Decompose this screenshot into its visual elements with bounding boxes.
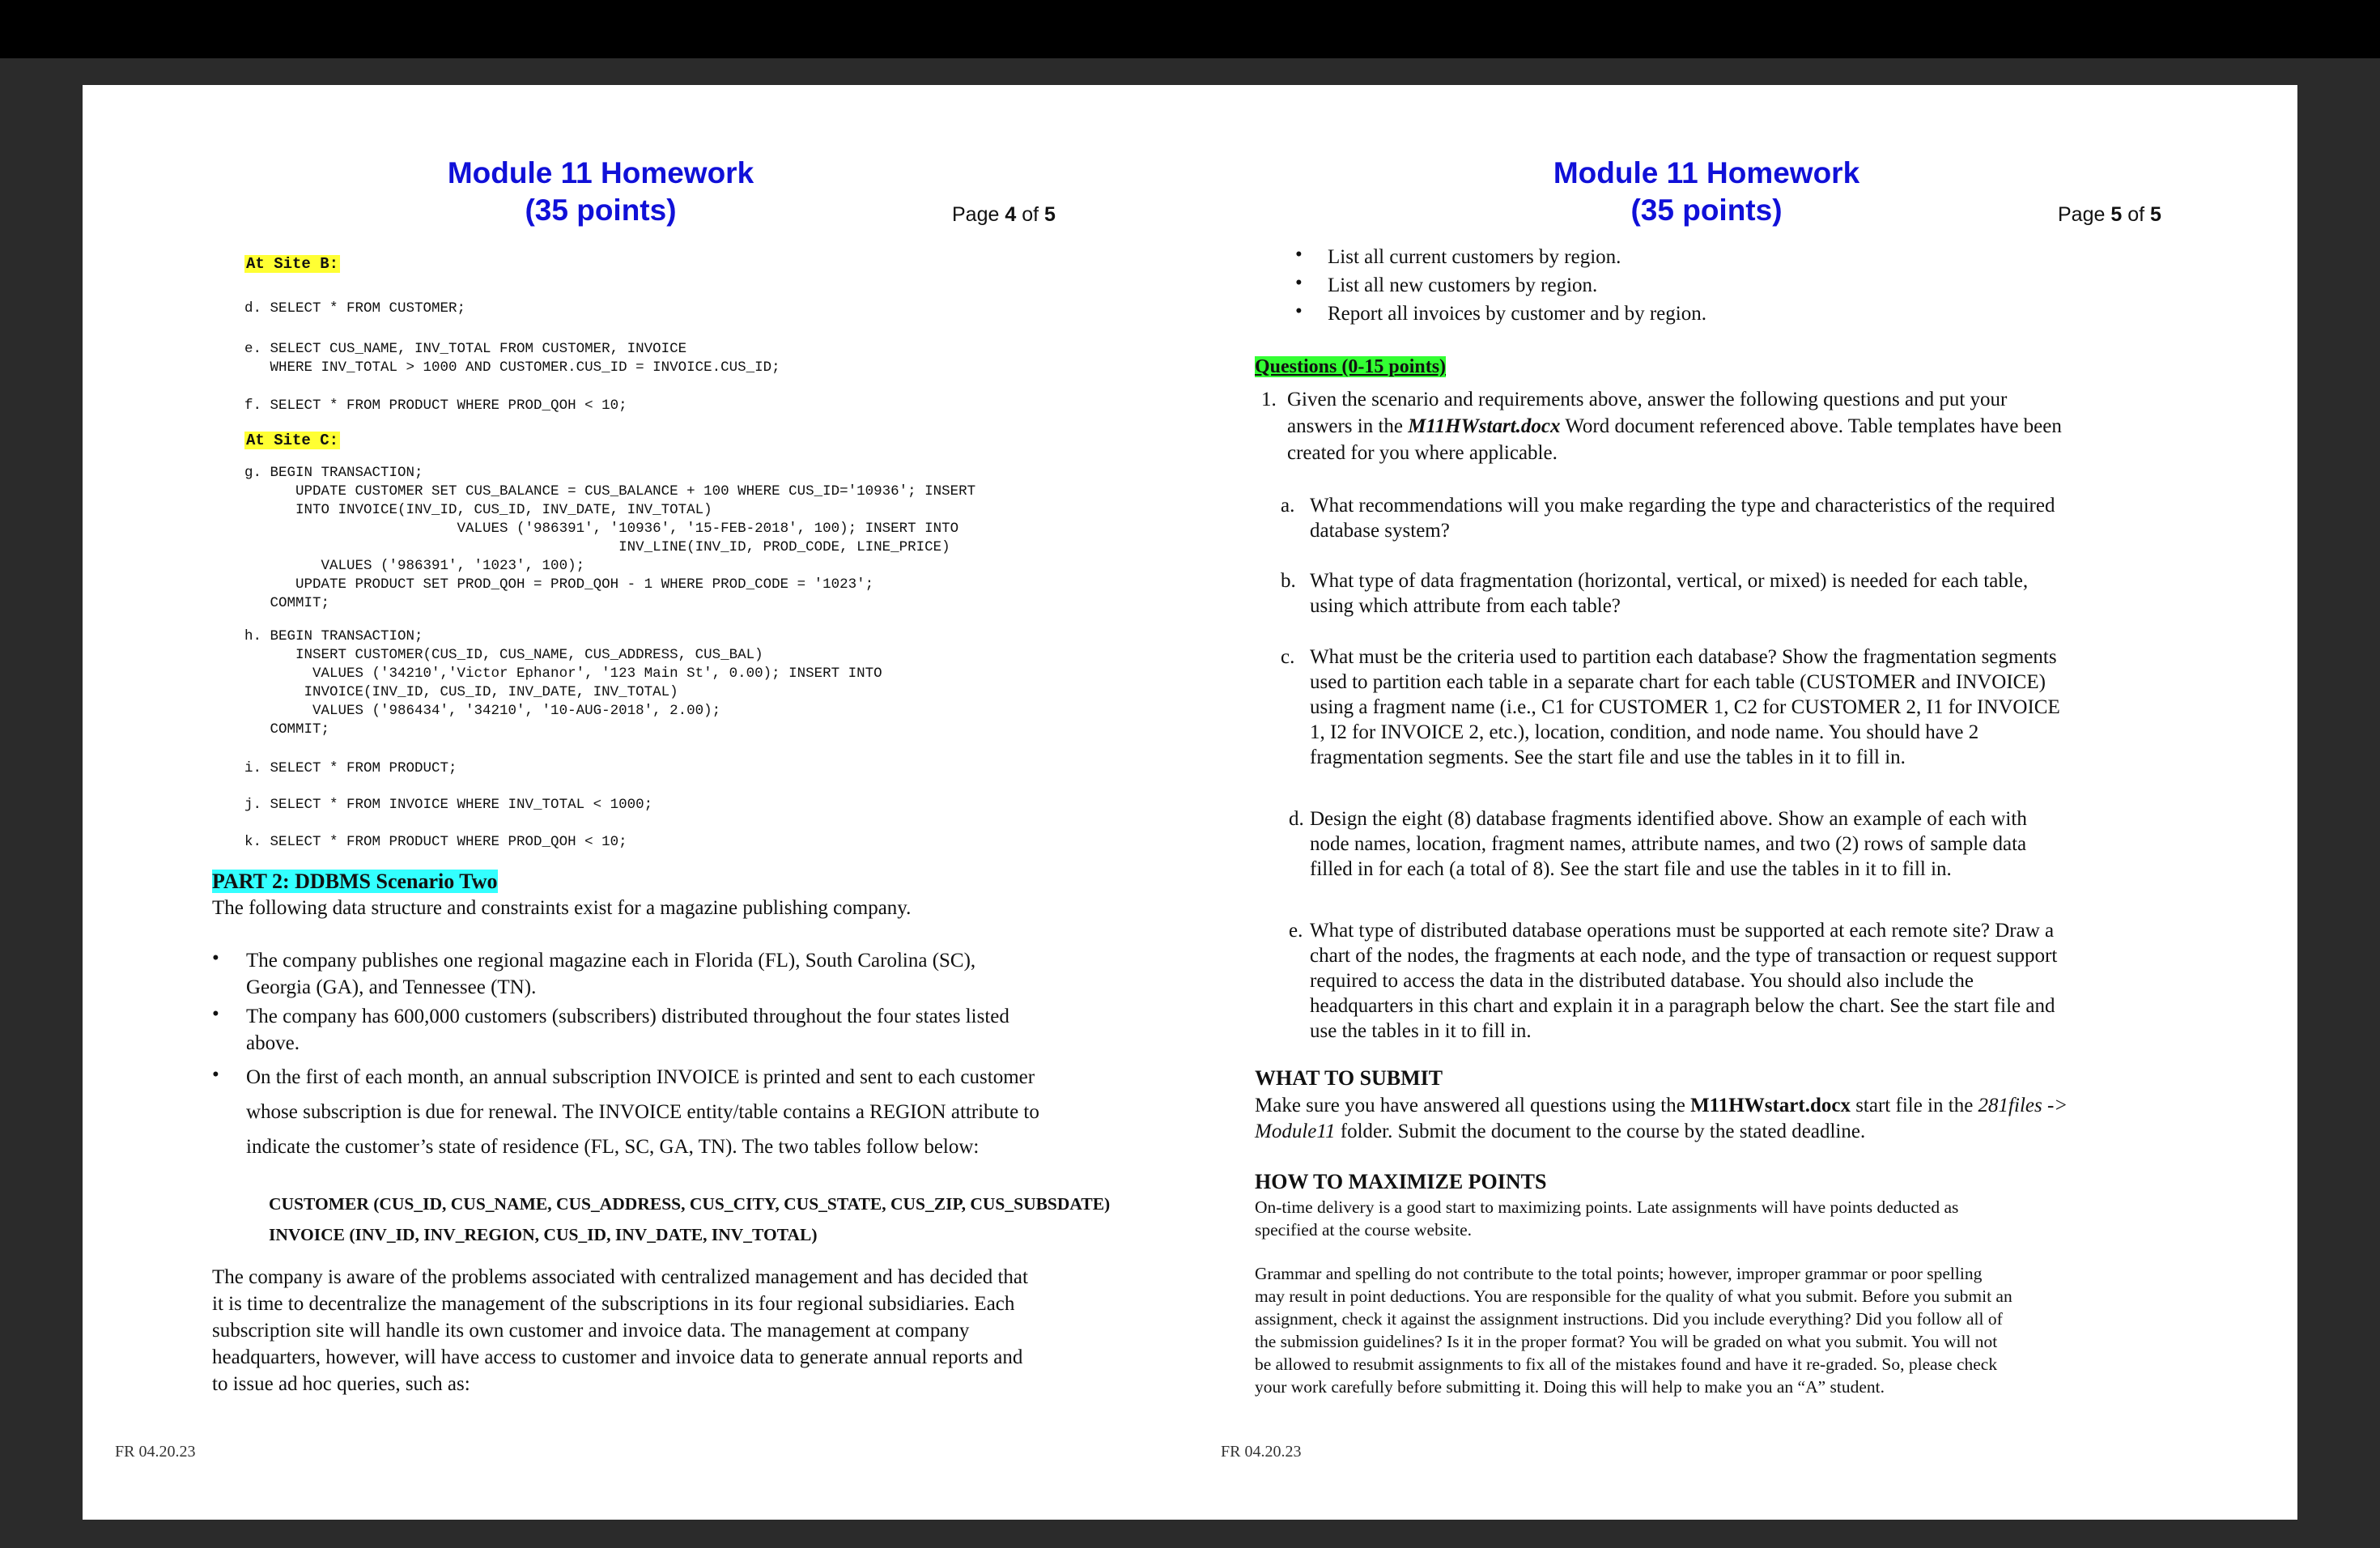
qc-line4: 1, I2 for INVOICE 2, etc.), location, condition, and node name. You should have 2 (1310, 721, 1979, 743)
closing-line-2: it is time to decentralize the management of the subscriptions in its four regional subsidiaries. Each (212, 1293, 1015, 1315)
page-current: 5 (2110, 203, 2123, 226)
submit-path: 281files -> (1978, 1095, 2068, 1116)
site-b-query-d: d. SELECT * FROM CUSTOMER; (244, 300, 466, 317)
grammar-line-1: Grammar and spelling do not contribute to the total points; however, improper grammar or poor spelling (1255, 1264, 1983, 1283)
submit-line-2 (1255, 1118, 1865, 1145)
submit-text: folder. Submit the document to the course by the stated deadline. (1335, 1121, 1866, 1142)
qa-line2: database system? (1310, 520, 1450, 542)
page-4-title-line1: Module 11 Homework (447, 156, 754, 189)
bullet-dot: • (1295, 300, 1303, 322)
qe-letter: e. (1289, 920, 1303, 942)
qd-letter: d. (1289, 808, 1304, 830)
what-to-submit-heading: WHAT TO SUBMIT (1255, 1066, 1443, 1090)
bullet-2-line1: The company has 600,000 customers (subscribers) distributed throughout the four states listed (246, 1006, 1009, 1027)
page-total: 5 (2150, 203, 2161, 226)
site-c-label: At Site C: (246, 432, 339, 449)
page-4 (83, 85, 1188, 1520)
closing-line-5: to issue ad hoc queries, such as: (212, 1373, 470, 1395)
qa-letter: a. (1281, 495, 1295, 517)
qc-line3: using a fragment name (i.e., C1 for CUSTOMER 1, C2 for CUSTOMER 2, I1 for INVOICE (1310, 696, 2060, 718)
maximize-line-1: On-time delivery is a good start to maximizing points. Late assignments will have points deducted as (1255, 1197, 1959, 1217)
questions-heading (1255, 354, 1446, 381)
schema-invoice: INVOICE (INV_ID, INV_REGION, CUS_ID, INV_DATE, INV_TOTAL) (269, 1225, 818, 1244)
questions-heading-text: Questions (0-15 points) (1255, 356, 1447, 377)
maximize-points-heading: HOW TO MAXIMIZE POINTS (1255, 1170, 1547, 1193)
page-label: Page (952, 203, 1000, 226)
site-c-query-k: k. SELECT * FROM PRODUCT WHERE PROD_QOH < 10; (244, 834, 627, 850)
q1-text: answers in the (1287, 415, 1409, 437)
page-5-title (1512, 155, 1901, 229)
qb-letter: b. (1281, 570, 1296, 592)
query-bullet-2: List all new customers by region. (1328, 274, 1598, 296)
site-b-query-e: e. SELECT CUS_NAME, INV_TOTAL FROM CUSTOMER, INVOICE WHERE INV_TOTAL > 1000 AND CUSTOMER.CUS_ID = INVOICE.CUS_ID; (244, 341, 780, 376)
maximize-line-2: specified at the course website. (1255, 1220, 1473, 1240)
query-bullet-3: Report all invoices by customer and by region. (1328, 303, 1706, 325)
page-5-number (2058, 203, 2161, 227)
page-5-title-line1: Module 11 Homework (1553, 156, 1860, 189)
qd-line1: Design the eight (8) database fragments identified above. Show an example of each with (1310, 808, 2027, 830)
submit-path: Module11 (1255, 1121, 1336, 1142)
bullet-3-line3: indicate the customer’s state of residence (FL, SC, GA, TN). The two tables follow below: (246, 1136, 980, 1158)
page-of: of (1022, 203, 1039, 226)
qe-line1: What type of distributed database operations must be supported at each remote site? Draw a (1310, 920, 2055, 942)
q1-line2 (1287, 413, 2062, 440)
window-top-bar (0, 0, 2380, 58)
page-5-title-line2: (35 points) (1630, 194, 1783, 227)
page-4-title-line2: (35 points) (525, 194, 677, 227)
qc-line5: fragmentation segments. See the start file and use the tables in it to fill in. (1310, 746, 1906, 768)
closing-line-1: The company is aware of the problems associated with centralized management and has decided that (212, 1266, 1028, 1288)
closing-line-3: subscription site will handle its own customer and invoice data. The management at company (212, 1320, 970, 1342)
page-4-number (952, 203, 1056, 227)
qe-line3: required to access the data in the distributed database. You should also include the (1310, 970, 1974, 992)
site-c-query-j: j. SELECT * FROM INVOICE WHERE INV_TOTAL < 1000; (244, 797, 653, 813)
grammar-line-4: the submission guidelines? Is it in the proper format? You will be graded on what you submit. You will not (1255, 1332, 1998, 1351)
submit-line-1 (1255, 1092, 2068, 1119)
part-2-heading-text: PART 2: DDBMS Scenario Two (212, 870, 498, 893)
qb-line1: What type of data fragmentation (horizontal, vertical, or mixed) is needed for each table, (1310, 570, 2029, 592)
document-spread (83, 85, 2297, 1520)
q1-text: Word document referenced above. Table templates have been (1560, 415, 2062, 437)
submit-text: start file in the (1850, 1095, 1978, 1116)
site-c-transaction-g: g. BEGIN TRANSACTION; UPDATE CUSTOMER SET CUS_BALANCE = CUS_BALANCE + 100 WHERE CUS_ID='10936'; INSERT INTO INVOICE(INV_ID, CUS_ID, INV_DATE, INV_TOTAL) VALUES ('986391', '10936', '15-FEB-2018', 100); INSERT INTO INV_LINE(INV_ID, PROD_CODE, LINE_PRICE) VALUES ('986391', '1023', 100); UPDATE PRODUCT SET PROD_QOH = PROD_QOH - 1 WHERE PROD_CODE = '1023'; COMMIT; (244, 465, 976, 611)
qc-line1: What must be the criteria used to partition each database? Show the fragmentation segments (1310, 646, 2057, 668)
qe-line4: headquarters in this chart and explain it in a paragraph below the chart. See the start file and (1310, 995, 2055, 1017)
page-4-title (406, 155, 795, 229)
bullet-dot: • (212, 1003, 219, 1025)
qa-line1: What recommendations will you make regarding the type and characteristics of the required (1310, 495, 2055, 517)
page-label: Page (2058, 203, 2106, 226)
qd-line3: filled in for each (a total of 8). See the start file and use the tables in it to fill in. (1310, 858, 1952, 880)
submit-filename: M11HWstart.docx (1690, 1095, 1851, 1116)
site-c-query-i: i. SELECT * FROM PRODUCT; (244, 760, 457, 776)
part-2-heading (212, 868, 498, 895)
grammar-line-5: be allowed to resubmit assignments to fix all of the mistakes found and have it re-graded. So, please check (1255, 1354, 1998, 1374)
qb-line2: using which attribute from each table? (1310, 595, 1621, 617)
schema-customer: CUSTOMER (CUS_ID, CUS_NAME, CUS_ADDRESS, CUS_CITY, CUS_STATE, CUS_ZIP, CUS_SUBSDATE) (269, 1194, 1111, 1214)
part-2-intro: The following data structure and constraints exist for a magazine publishing company. (212, 897, 912, 919)
bullet-1-line2: Georgia (GA), and Tennessee (TN). (246, 976, 537, 998)
q1-number: 1. (1261, 389, 1277, 410)
bullet-dot: • (212, 947, 219, 969)
bullet-dot: • (1295, 272, 1303, 294)
q1-filename: M11HWstart.docx (1408, 415, 1561, 437)
bullet-dot: • (212, 1064, 219, 1086)
bullet-dot: • (1295, 244, 1303, 266)
query-bullet-1: List all current customers by region. (1328, 246, 1621, 268)
qc-line2: used to partition each table in a separate chart for each table (CUSTOMER and INVOICE) (1310, 671, 2046, 693)
bullet-3-line1: On the first of each month, an annual subscription INVOICE is printed and sent to each customer (246, 1066, 1035, 1088)
grammar-line-2: may result in point deductions. You are responsible for the quality of what you submit. Before you submit an (1255, 1286, 2012, 1306)
qe-line2: chart of the nodes, the fragments at each node, and the type of transaction or request support (1310, 945, 2058, 967)
page-total: 5 (1044, 203, 1056, 226)
qd-line2: node names, location, fragment names, attribute names, and two (2) rows of sample data (1310, 833, 2027, 855)
qc-letter: c. (1281, 646, 1295, 668)
page-current: 4 (1005, 203, 1017, 226)
qe-line5: use the tables in it to fill in. (1310, 1020, 1532, 1042)
q1-line1: Given the scenario and requirements above, answer the following questions and put your (1287, 389, 2008, 410)
site-b-label: At Site B: (246, 255, 339, 273)
bullet-2-line2: above. (246, 1032, 300, 1054)
grammar-line-3: assignment, check it against the assignment instructions. Did you include everything? Did you follow all of (1255, 1309, 2003, 1329)
page-5 (1188, 85, 2297, 1520)
bullet-1-line1: The company publishes one regional magazine each in Florida (FL), South Carolina (SC), (246, 950, 976, 972)
page-4-footer: FR 04.20.23 (115, 1443, 196, 1461)
closing-line-4: headquarters, however, will have access to customer and invoice data to generate annual reports and (212, 1346, 1023, 1368)
bullet-3-line2: whose subscription is due for renewal. The INVOICE entity/table contains a REGION attribute to (246, 1101, 1039, 1123)
site-c-transaction-h: h. BEGIN TRANSACTION; INSERT CUSTOMER(CUS_ID, CUS_NAME, CUS_ADDRESS, CUS_BAL) VALUES ('34210','Victor Ephanor', '123 Main St', 0.00); INSERT INTO INVOICE(INV_ID, CUS_ID, INV_DATE, INV_TOTAL) VALUES ('986434', '34210', '10-AUG-2018', 2.00); COMMIT; (244, 628, 882, 738)
q1-line3: created for you where applicable. (1287, 442, 1558, 464)
site-b-query-f: f. SELECT * FROM PRODUCT WHERE PROD_QOH < 10; (244, 398, 627, 414)
page-5-footer: FR 04.20.23 (1221, 1443, 1302, 1461)
page-of: of (2127, 203, 2145, 226)
submit-text: Make sure you have answered all questions using the (1255, 1095, 1691, 1116)
grammar-line-6: your work carefully before submitting it. Doing this will help to make you an “A” student. (1255, 1377, 1885, 1397)
